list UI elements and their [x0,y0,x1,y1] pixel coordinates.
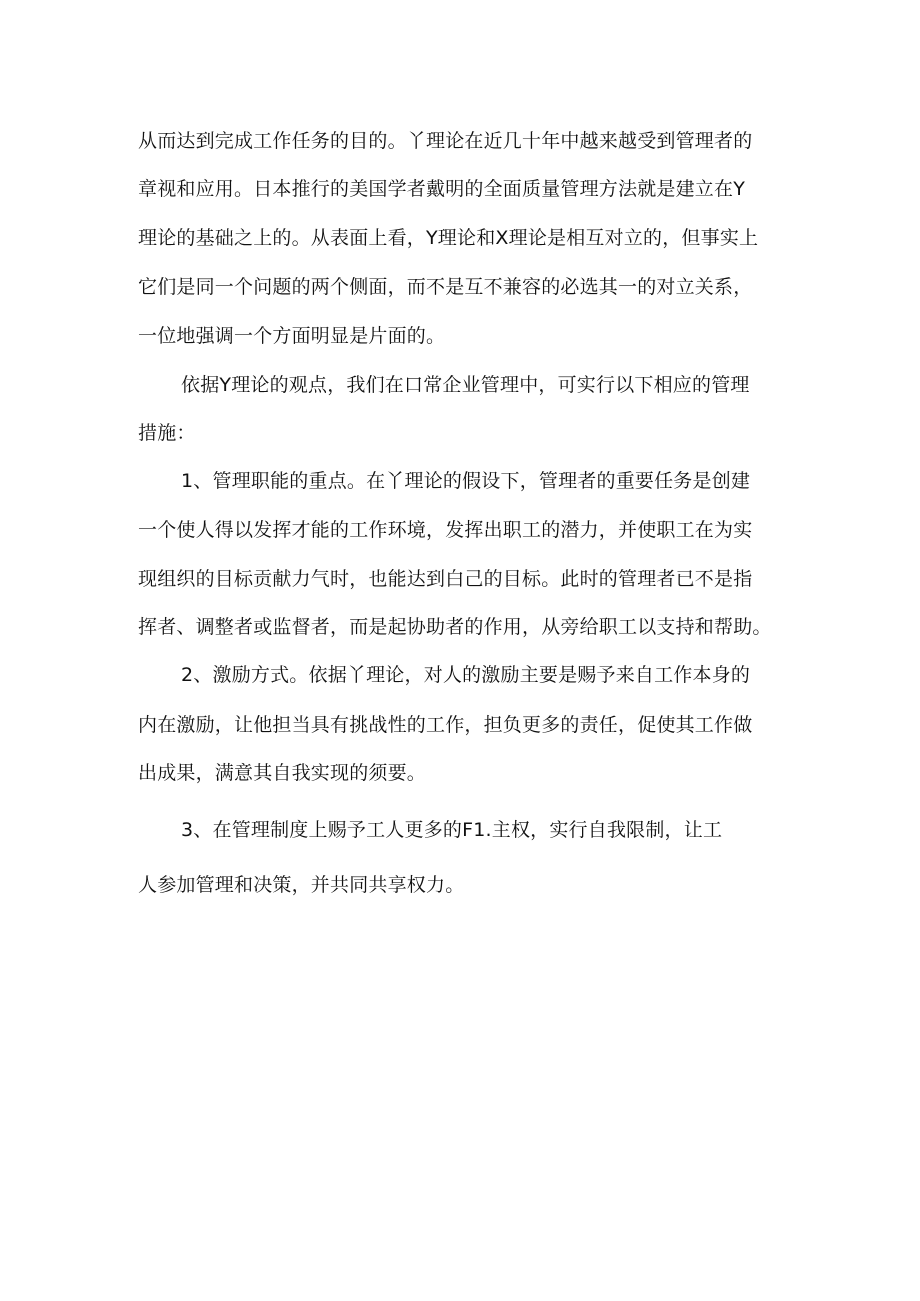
paragraph-5-line-1: 3、在管理制度上赐予工人更多的F1.主权，实行自我限制，让工 [181,819,723,841]
paragraph-1-line-4: 它们是同一个问题的两个侧面，而不是互不兼容的必选其一的对立关系， [138,276,753,298]
paragraph-1-line-2: 章视和应用。日本推行的美国学者戴明的全面质量管理方法就是建立在Y [138,178,746,200]
paragraph-1-line-1: 从而达到完成工作任务的目的。丫理论在近几十年中越来越受到管理者的 [138,130,753,152]
paragraph-2-line-2: 措施： [138,422,196,444]
paragraph-3-line-4: 挥者、调整者或监督者，而是起协助者的作用，从旁给职工以支持和帮助。 [138,616,772,638]
paragraph-4-line-3: 出成果，满意其自我实现的须要。 [138,762,427,784]
paragraph-3-line-1: 1、管理职能的重点。在丫理论的假设下，管理者的重要任务是创建 [181,470,751,492]
paragraph-4-line-2: 内在激励，让他担当具有挑战性的工作，担负更多的责任，促使其工作做 [138,714,753,736]
paragraph-3-line-2: 一个使人得以发挥才能的工作环境，发挥出职工的潜力，并使职工在为实 [138,519,753,541]
paragraph-2-line-1: 依据Y理论的观点，我们在口常企业管理中，可实行以下相应的管理 [181,374,750,396]
paragraph-1-line-3: 理论的基础之上的。从表面上看，Y理论和X理论是相互对立的，但事实上 [138,227,759,249]
paragraph-4-line-1: 2、激励方式。依据丫理论，对人的激励主要是赐予来自工作本身的 [181,664,751,686]
paragraph-3-line-3: 现组织的目标贡献力气时，也能达到白己的目标。此时的管理者已不是指 [138,568,753,590]
paragraph-5-line-2: 人参加管理和决策，并共同共享权力。 [138,874,465,896]
paragraph-1-line-5: 一位地强调一个方面明显是片面的。 [138,325,446,347]
